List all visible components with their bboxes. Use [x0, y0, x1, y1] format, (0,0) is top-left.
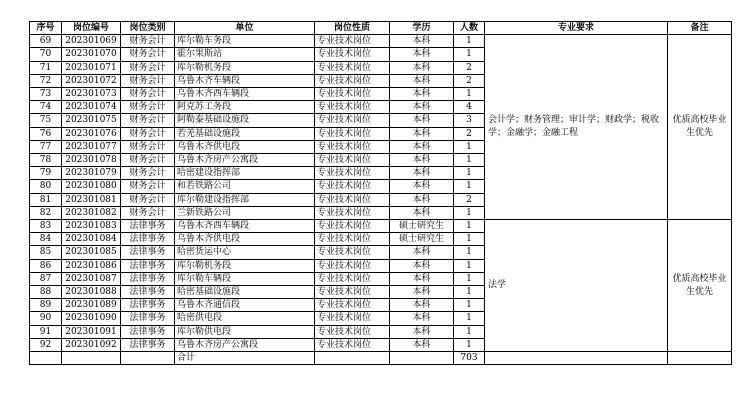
cell-post-code: 202301080: [62, 180, 121, 193]
total-row: [30, 352, 732, 365]
cell-seq: 72: [30, 74, 62, 87]
cell-unit: 兰新铁路公司: [175, 206, 315, 219]
cell-post-category: 法律事务: [121, 286, 175, 299]
cell-count: 1: [454, 338, 485, 351]
cell-unit: 哈密货运中心: [175, 246, 315, 259]
cell-post-category: 财务会计: [121, 35, 175, 48]
cell-seq: 89: [30, 299, 62, 312]
cell-post-category: 法律事务: [121, 220, 175, 233]
cell-post-nature: 专业技术岗位: [315, 167, 390, 180]
cell-seq: 70: [30, 48, 62, 61]
cell-post-nature: 专业技术岗位: [315, 286, 390, 299]
cell-education: 本科: [390, 312, 454, 325]
cell-post-category: 法律事务: [121, 299, 175, 312]
cell-post-code: 202301071: [62, 61, 121, 74]
cell-post-category: 财务会计: [121, 88, 175, 101]
cell-post-category: 财务会计: [121, 74, 175, 87]
cell-count: 1: [454, 180, 485, 193]
cell-education: 本科: [390, 325, 454, 338]
cell-seq: 74: [30, 101, 62, 114]
cell-post-category: 财务会计: [121, 101, 175, 114]
cell-seq: 91: [30, 325, 62, 338]
cell-post-nature: 专业技术岗位: [315, 193, 390, 206]
cell-seq: 69: [30, 35, 62, 48]
cell-education: 本科: [390, 74, 454, 87]
cell-seq: 76: [30, 127, 62, 140]
cell-post-code: 202301081: [62, 193, 121, 206]
cell-post-code: 202301078: [62, 154, 121, 167]
header-post-code: 岗位编号: [62, 22, 121, 35]
cell-count: 1: [454, 286, 485, 299]
cell-unit: 乌鲁木齐西车辆段: [175, 88, 315, 101]
cell-unit: 乌鲁木齐房产公寓段: [175, 154, 315, 167]
cell-post-category: 财务会计: [121, 206, 175, 219]
header-seq: 序号: [30, 22, 62, 35]
cell-post-category: 财务会计: [121, 48, 175, 61]
cell-unit: 乌鲁木齐房产公寓段: [175, 338, 315, 351]
cell-post-category: 法律事务: [121, 312, 175, 325]
cell-count: 1: [454, 206, 485, 219]
cell-count: 1: [454, 167, 485, 180]
cell-education: 硕士研究生: [390, 233, 454, 246]
cell-unit: 乌鲁木齐供电段: [175, 233, 315, 246]
cell-count: 1: [454, 140, 485, 153]
cell-unit: 库尔勒建设指挥部: [175, 193, 315, 206]
cell-count: 2: [454, 127, 485, 140]
cell-post-nature: 专业技术岗位: [315, 180, 390, 193]
cell-seq: 86: [30, 259, 62, 272]
cell-unit: 和若铁路公司: [175, 180, 315, 193]
cell-seq: 75: [30, 114, 62, 127]
cell-seq: 71: [30, 61, 62, 74]
cell-post-nature: 专业技术岗位: [315, 325, 390, 338]
cell-post-category: 法律事务: [121, 259, 175, 272]
cell-unit: 库尔勒机务段: [175, 61, 315, 74]
cell-post-nature: 专业技术岗位: [315, 312, 390, 325]
cell-count: 1: [454, 35, 485, 48]
total-empty-remarks: [668, 352, 732, 365]
cell-count: 1: [454, 220, 485, 233]
table-row: [30, 35, 732, 48]
cell-seq: 92: [30, 338, 62, 351]
cell-post-code: 202301082: [62, 206, 121, 219]
cell-post-code: 202301092: [62, 338, 121, 351]
cell-unit: 乌鲁木齐西车辆段: [175, 220, 315, 233]
cell-post-code: 202301084: [62, 233, 121, 246]
cell-seq: 79: [30, 167, 62, 180]
recruitment-table: [29, 21, 732, 365]
cell-post-nature: 专业技术岗位: [315, 114, 390, 127]
cell-post-category: 财务会计: [121, 114, 175, 127]
cell-post-code: 202301085: [62, 246, 121, 259]
cell-post-category: 财务会计: [121, 61, 175, 74]
cell-post-code: 202301090: [62, 312, 121, 325]
cell-education: 本科: [390, 154, 454, 167]
total-empty-seq: [30, 352, 62, 365]
cell-count: 1: [454, 259, 485, 272]
cell-seq: 80: [30, 180, 62, 193]
cell-post-nature: 专业技术岗位: [315, 101, 390, 114]
cell-post-nature: 专业技术岗位: [315, 299, 390, 312]
total-empty-code: [62, 352, 121, 365]
header-post-nature: 岗位性质: [315, 22, 390, 35]
header-education: 学历: [390, 22, 454, 35]
cell-post-category: 财务会计: [121, 193, 175, 206]
cell-unit: 库尔勒供电段: [175, 325, 315, 338]
cell-post-nature: 专业技术岗位: [315, 259, 390, 272]
cell-post-nature: 专业技术岗位: [315, 246, 390, 259]
cell-count: 1: [454, 88, 485, 101]
cell-education: 本科: [390, 259, 454, 272]
cell-post-nature: 专业技术岗位: [315, 272, 390, 285]
cell-education: 本科: [390, 180, 454, 193]
cell-education: 本科: [390, 140, 454, 153]
cell-post-nature: 专业技术岗位: [315, 154, 390, 167]
cell-unit: 库尔勒车辆段: [175, 272, 315, 285]
cell-education: 本科: [390, 338, 454, 351]
cell-post-category: 财务会计: [121, 180, 175, 193]
cell-post-category: 法律事务: [121, 233, 175, 246]
cell-unit: 库尔勒车务段: [175, 35, 315, 48]
cell-seq: 81: [30, 193, 62, 206]
table-header: [30, 22, 732, 35]
cell-count: 3: [454, 114, 485, 127]
cell-post-nature: 专业技术岗位: [315, 233, 390, 246]
table-body: [30, 35, 732, 365]
cell-post-code: 202301086: [62, 259, 121, 272]
cell-post-code: 202301075: [62, 114, 121, 127]
cell-count: 1: [454, 272, 485, 285]
header-major-requirement: 专业要求: [485, 22, 668, 35]
cell-post-code: 202301087: [62, 272, 121, 285]
total-count: 703: [454, 352, 485, 365]
cell-seq: 73: [30, 88, 62, 101]
cell-post-category: 财务会计: [121, 154, 175, 167]
cell-unit: 乌鲁木齐通信段: [175, 299, 315, 312]
cell-unit: 哈密供电段: [175, 312, 315, 325]
cell-post-code: 202301070: [62, 48, 121, 61]
total-empty-category: [121, 352, 175, 365]
cell-education: 本科: [390, 299, 454, 312]
cell-post-code: 202301091: [62, 325, 121, 338]
cell-count: 2: [454, 74, 485, 87]
cell-count: 1: [454, 154, 485, 167]
cell-count: 1: [454, 312, 485, 325]
cell-education: 本科: [390, 286, 454, 299]
cell-post-category: 法律事务: [121, 325, 175, 338]
cell-post-code: 202301088: [62, 286, 121, 299]
header-remarks: 备注: [668, 22, 732, 35]
cell-seq: 90: [30, 312, 62, 325]
cell-unit: 库尔勒机务段: [175, 259, 315, 272]
header-post-category: 岗位类别: [121, 22, 175, 35]
cell-post-category: 法律事务: [121, 246, 175, 259]
total-empty-requirement: [485, 352, 668, 365]
cell-seq: 77: [30, 140, 62, 153]
cell-major-requirement: 法学: [485, 220, 668, 352]
cell-seq: 78: [30, 154, 62, 167]
cell-post-nature: 专业技术岗位: [315, 140, 390, 153]
cell-education: 本科: [390, 61, 454, 74]
cell-count: 1: [454, 246, 485, 259]
cell-post-category: 法律事务: [121, 338, 175, 351]
table-row: [30, 220, 732, 233]
cell-post-nature: 专业技术岗位: [315, 61, 390, 74]
cell-post-nature: 专业技术岗位: [315, 127, 390, 140]
total-label: 合计: [175, 352, 315, 365]
cell-education: 本科: [390, 48, 454, 61]
cell-education: 本科: [390, 206, 454, 219]
cell-post-code: 202301073: [62, 88, 121, 101]
cell-unit: 阿勒泰基础设施段: [175, 114, 315, 127]
header-count: 人数: [454, 22, 485, 35]
cell-count: 1: [454, 48, 485, 61]
cell-seq: 85: [30, 246, 62, 259]
cell-seq: 84: [30, 233, 62, 246]
cell-seq: 82: [30, 206, 62, 219]
cell-count: 2: [454, 61, 485, 74]
cell-major-requirement: 会计学；财务管理；审计学；财政学；税收学；金融学；金融工程: [485, 35, 668, 220]
total-empty-nature: [315, 352, 390, 365]
cell-unit: 阿克苏工务段: [175, 101, 315, 114]
cell-post-code: 202301083: [62, 220, 121, 233]
cell-post-nature: 专业技术岗位: [315, 338, 390, 351]
cell-education: 本科: [390, 193, 454, 206]
cell-post-nature: 专业技术岗位: [315, 220, 390, 233]
cell-post-nature: 专业技术岗位: [315, 35, 390, 48]
cell-unit: 哈密基础设施段: [175, 286, 315, 299]
total-empty-education: [390, 352, 454, 365]
cell-post-nature: 专业技术岗位: [315, 206, 390, 219]
cell-post-code: 202301074: [62, 101, 121, 114]
cell-unit: 若羌基础设施段: [175, 127, 315, 140]
cell-remarks: 优质高校毕业生优先: [668, 35, 732, 220]
header-row: [30, 22, 732, 35]
header-unit: 单位: [175, 22, 315, 35]
cell-count: 2: [454, 193, 485, 206]
cell-education: 本科: [390, 167, 454, 180]
cell-post-code: 202301069: [62, 35, 121, 48]
cell-education: 本科: [390, 127, 454, 140]
recruitment-table-wrapper: [29, 21, 732, 365]
cell-post-code: 202301089: [62, 299, 121, 312]
cell-post-code: 202301072: [62, 74, 121, 87]
cell-count: 1: [454, 325, 485, 338]
cell-count: 1: [454, 299, 485, 312]
cell-post-code: 202301076: [62, 127, 121, 140]
cell-count: 4: [454, 101, 485, 114]
cell-education: 本科: [390, 246, 454, 259]
cell-post-code: 202301079: [62, 167, 121, 180]
cell-post-nature: 专业技术岗位: [315, 74, 390, 87]
cell-education: 硕士研究生: [390, 220, 454, 233]
cell-count: 1: [454, 233, 485, 246]
cell-education: 本科: [390, 35, 454, 48]
cell-remarks: 优质高校毕业生优先: [668, 220, 732, 352]
cell-unit: 乌鲁木齐车辆段: [175, 74, 315, 87]
cell-education: 本科: [390, 272, 454, 285]
cell-post-category: 财务会计: [121, 167, 175, 180]
cell-post-category: 法律事务: [121, 272, 175, 285]
cell-post-category: 财务会计: [121, 140, 175, 153]
cell-seq: 83: [30, 220, 62, 233]
cell-post-code: 202301077: [62, 140, 121, 153]
cell-education: 本科: [390, 88, 454, 101]
cell-education: 本科: [390, 114, 454, 127]
cell-post-category: 财务会计: [121, 127, 175, 140]
cell-post-nature: 专业技术岗位: [315, 48, 390, 61]
cell-education: 本科: [390, 101, 454, 114]
cell-unit: 哈密建设指挥部: [175, 167, 315, 180]
cell-unit: 乌鲁木齐供电段: [175, 140, 315, 153]
cell-seq: 88: [30, 286, 62, 299]
cell-post-nature: 专业技术岗位: [315, 88, 390, 101]
cell-unit: 霍尔果斯站: [175, 48, 315, 61]
cell-seq: 87: [30, 272, 62, 285]
